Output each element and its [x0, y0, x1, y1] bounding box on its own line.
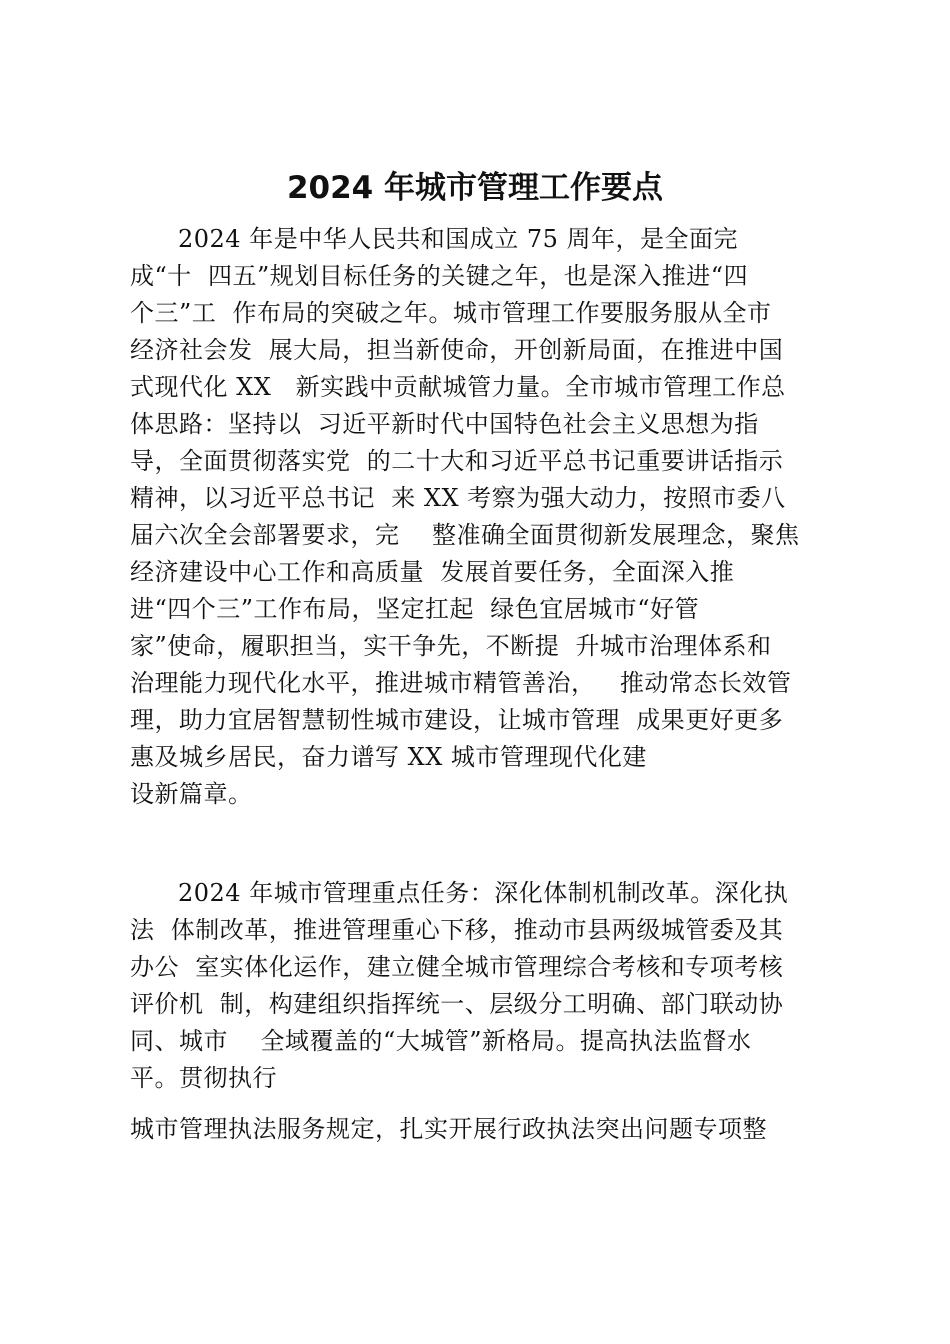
text-line: 评价机 制，构建组织指挥统一、层级分工明确、部门联动协 — [130, 990, 784, 1018]
text-line: 惠及城乡居民，奋力谱写 XX 城市管理现代化建 — [130, 743, 647, 771]
text-line: 成“十 四五”规划目标任务的关键之年，也是深入推进“四 — [130, 262, 749, 290]
text-line: 2024 年是中华人民共和国成立 75 周年，是全面完 — [178, 225, 739, 253]
text-line: 家”使命，履职担当，实干争先，不断提 升城市治理体系和 — [130, 632, 772, 660]
document-title: 2024 年城市管理工作要点 — [286, 170, 664, 206]
paragraph-enforcement — [130, 1111, 830, 1148]
text-line: 办公 室实体化运作，建立健全城市管理综合考核和专项考核 — [130, 953, 784, 981]
text-line: 平。贯彻执行 — [130, 1064, 277, 1092]
text-line: 导，全面贯彻落实党 的二十大和习近平总书记重要讲话指示 — [130, 447, 784, 475]
text-line: 设新篇章。 — [130, 780, 253, 808]
text-line: 经济社会发 展大局，担当新使命，开创新局面，在推进中国 — [130, 336, 784, 364]
text-line: 法 体制改革，推进管理重心下移，推动市县两级城管委及其 — [130, 916, 784, 944]
text-line: 治理能力现代化水平，推进城市精管善治， 推动常态长效管 — [130, 669, 792, 697]
text-line: 个三”工 作布局的突破之年。城市管理工作要服务服从全市 — [130, 299, 772, 327]
text-line: 届六次全会部署要求，完 整准确全面贯彻新发展理念，聚焦 — [130, 521, 800, 549]
text-line: 进“四个三”工作布局，坚定扛起 绿色宜居城市“好管 — [130, 595, 700, 623]
text-line: 理，助力宜居智慧韧性城市建设，让城市管理 成果更好更多 — [130, 706, 784, 734]
text-line: 精神，以习近平总书记 来 XX 考察为强大动力，按照市委八 — [130, 484, 786, 512]
paragraph-key-tasks — [130, 875, 830, 1097]
text-line: 同、城市 全域覆盖的“大城管”新格局。提高执法监督水 — [130, 1027, 752, 1055]
text-line: 2024 年城市管理重点任务：深化体制机制改革。深化执 — [178, 879, 789, 907]
text-line: 式现代化 XX 新实践中贡献城管力量。全市城市管理工作总 — [130, 373, 786, 401]
text-line: 经济建设中心工作和高质量 发展首要任务，全面深入推 — [130, 558, 735, 586]
paragraph-intro — [130, 221, 830, 813]
text-line: 体思路：坚持以 习近平新时代中国特色社会主义思想为指 — [130, 410, 759, 438]
text-line: 城市管理执法服务规定，扎实开展行政执法突出问题专项整 — [130, 1115, 767, 1143]
